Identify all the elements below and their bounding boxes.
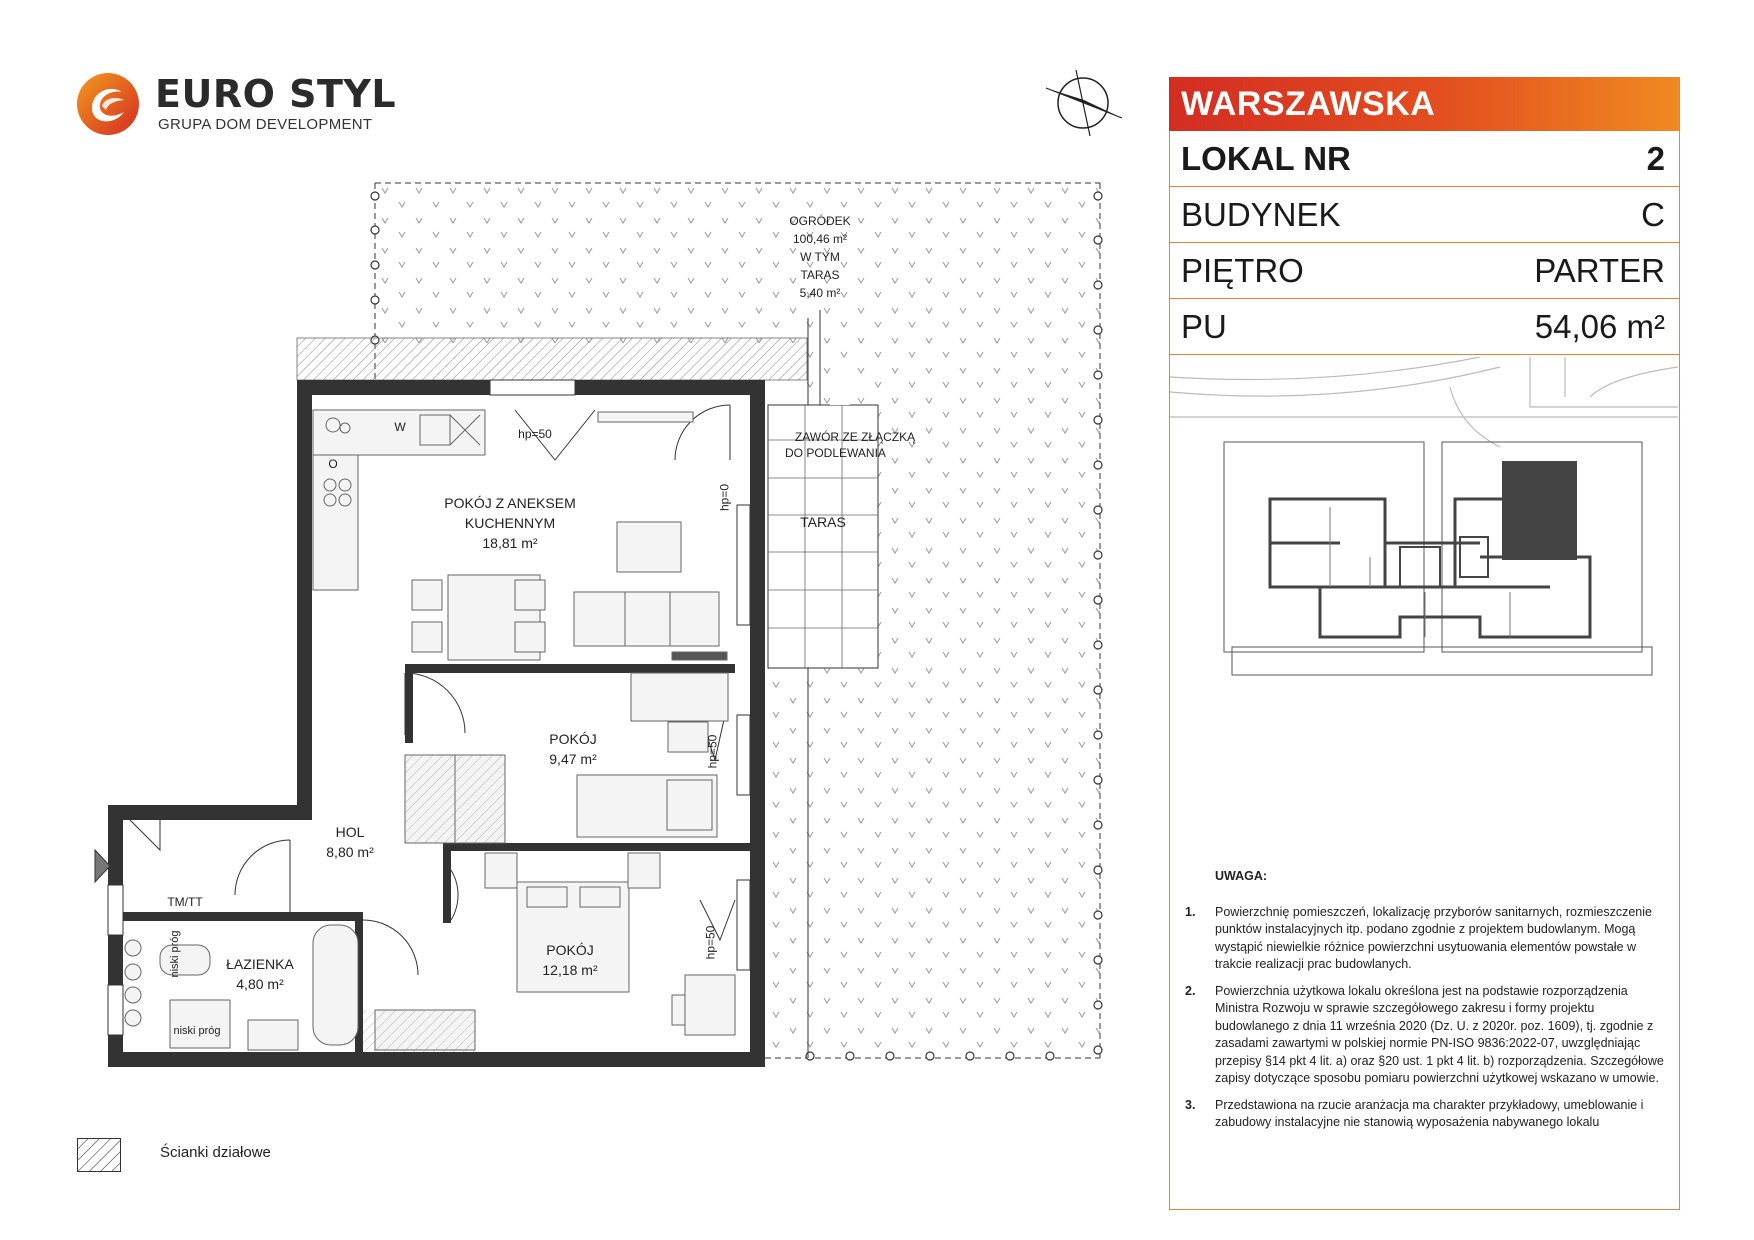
note-text: Przedstawiona na rzucie aranżacja ma charakter przykładowy, umeblowanie i zabudowy instalacyjne nie stanowią wyposażenia nabywanego lokalu <box>1215 1097 1644 1129</box>
garden-name: OGRÓDEK <box>789 214 851 228</box>
heating-mark: O <box>328 457 338 471</box>
info-key: BUDYNEK <box>1181 196 1341 233</box>
room-bedroom-1-name: POKÓJ <box>549 731 597 747</box>
info-value: 2 <box>1646 140 1665 177</box>
window-height-mark: hp=50 <box>518 427 552 441</box>
installation-mark: TM/TT <box>167 895 203 909</box>
outer-partition-strip <box>297 338 807 380</box>
wall-hatch <box>363 755 505 1052</box>
note-text: Powierzchnię pomieszczeń, lokalizację przyborów sanitarnych, rozmieszczenie punktów instalacyjnych itp. podano zgodnie z projektem budowlanym. Mogą wystąpić niewielkie różnice powierzchni usytuowania elementów powstałe w trakcie realizacji prac budowlanych. <box>1215 904 1652 971</box>
info-value: PARTER <box>1534 252 1665 289</box>
room-living-name: POKÓJ Z ANEKSEM <box>444 495 576 511</box>
room-bedroom-1-area: 9,47 m² <box>549 751 597 767</box>
low-step-mark: niski próg <box>169 930 181 978</box>
room-hall-area: 8,80 m² <box>326 844 374 860</box>
note-item: 2. Powierzchnia użytkowa lokalu określona jest na podstawie rozporządzenia Ministra Rozwoju w sprawie szczegółowego zakresu i formy projektu budowlanego z dnia 11 września 2020 (Dz. U. z 2020r. poz. 1609), tj. zgodnie z zasadami zawartymi w polskiej normie PN-ISO 9836:2022-07, uwzględniając przepisy §14 pkt 4 lit. a) oraz §20 ust. 1 pkt 4 lit. b) rozporządzenia. Szczegółowe zapisy dotyczące sposobu pomiaru powierzchni użytkowej wskazano w umowie. <box>1185 983 1664 1085</box>
info-row-floor <box>1169 243 1679 299</box>
garden-terrace-area: 5,40 m² <box>799 286 841 300</box>
info-row-unit <box>1169 131 1679 187</box>
water-mark: W <box>394 420 406 434</box>
partition-legend-label: Ścianki działowe <box>160 1144 271 1161</box>
low-step-mark-2: niski próg <box>173 1025 221 1037</box>
north-arrow-icon <box>1046 70 1122 136</box>
room-hall-name: HOL <box>335 824 365 840</box>
brand-tagline: GRUPA DOM DEVELOPMENT <box>158 116 373 133</box>
info-row-area <box>1169 299 1679 355</box>
terrace-label: TARAS <box>800 514 846 530</box>
valve-note: ZAWÓR ZE ZŁĄCZKĄ <box>794 430 916 444</box>
room-bathroom-name: ŁAZIENKA <box>226 956 294 972</box>
room-bedroom-2-name: POKÓJ <box>546 942 594 958</box>
door-height-mark: hp=0 <box>717 483 732 512</box>
room-bedroom-2-area: 12,18 m² <box>542 962 598 978</box>
note-item: 1. Powierzchnię pomieszczeń, lokalizację przyborów sanitarnych, rozmieszczenie punktów instalacyjnych itp. podano zgodnie z projektem budowlanym. Mogą wystąpić niewielkie różnice powierzchni usytuowania elementów powstałe w trakcie realizacji prac budowlanych. <box>1185 904 1652 971</box>
note-item: 3. Przedstawiona na rzucie aranżacja ma charakter przykładowy, umeblowanie i zabudowy instalacyjne nie stanowią wyposażenia nabywanego lokalu <box>1185 1097 1644 1129</box>
garden-note: W TYM <box>800 250 840 264</box>
street-name: WARSZAWSKA <box>1169 77 1679 131</box>
note-text: Powierzchnia użytkowa lokalu określona jest na podstawie rozporządzenia Ministra Rozwoju w sprawie szczegółowego zakresu i formy projektu budowlanego z dnia 11 września 2020 (Dz. U. z 2020r. poz. 1609), tj. zgodnie z zasadami zawartymi w polskiej normie PN-ISO 9836:2022-07, uwzględniając przepisy §14 pkt 4 lit. a) oraz §20 ust. 1 pkt 4 lit. b) rozporządzenia. Szczegółowe zapisy dotyczące sposobu pomiaru powierzchni użytkowej wskazano w umowie. <box>1215 983 1664 1085</box>
room-living-name-2: KUCHENNYM <box>464 515 556 531</box>
room-bathroom-area: 4,80 m² <box>236 976 284 992</box>
garden-area-value: 100,46 m² <box>792 232 848 246</box>
partition-legend-icon <box>77 1138 121 1172</box>
info-key: LOKAL NR <box>1181 140 1351 177</box>
room-living-area: 18,81 m² <box>482 535 538 551</box>
info-value: 54,06 m² <box>1534 308 1665 345</box>
brand-name: EURO STYL <box>155 72 397 116</box>
garden-terrace-label: TARAS <box>800 268 840 282</box>
window-height-mark-3: hp=50 <box>703 925 718 960</box>
info-row-building <box>1169 187 1679 243</box>
notes <box>1185 868 1665 1132</box>
window-height-mark-2: hp=50 <box>705 734 720 769</box>
info-key: PIĘTRO <box>1181 252 1304 289</box>
notes-heading: UWAGA: <box>1215 869 1268 883</box>
info-key: PU <box>1181 308 1227 345</box>
info-value: C <box>1641 196 1665 233</box>
site-plan <box>1170 357 1678 847</box>
valve-note-2: DO PODLEWANIA <box>785 446 886 460</box>
